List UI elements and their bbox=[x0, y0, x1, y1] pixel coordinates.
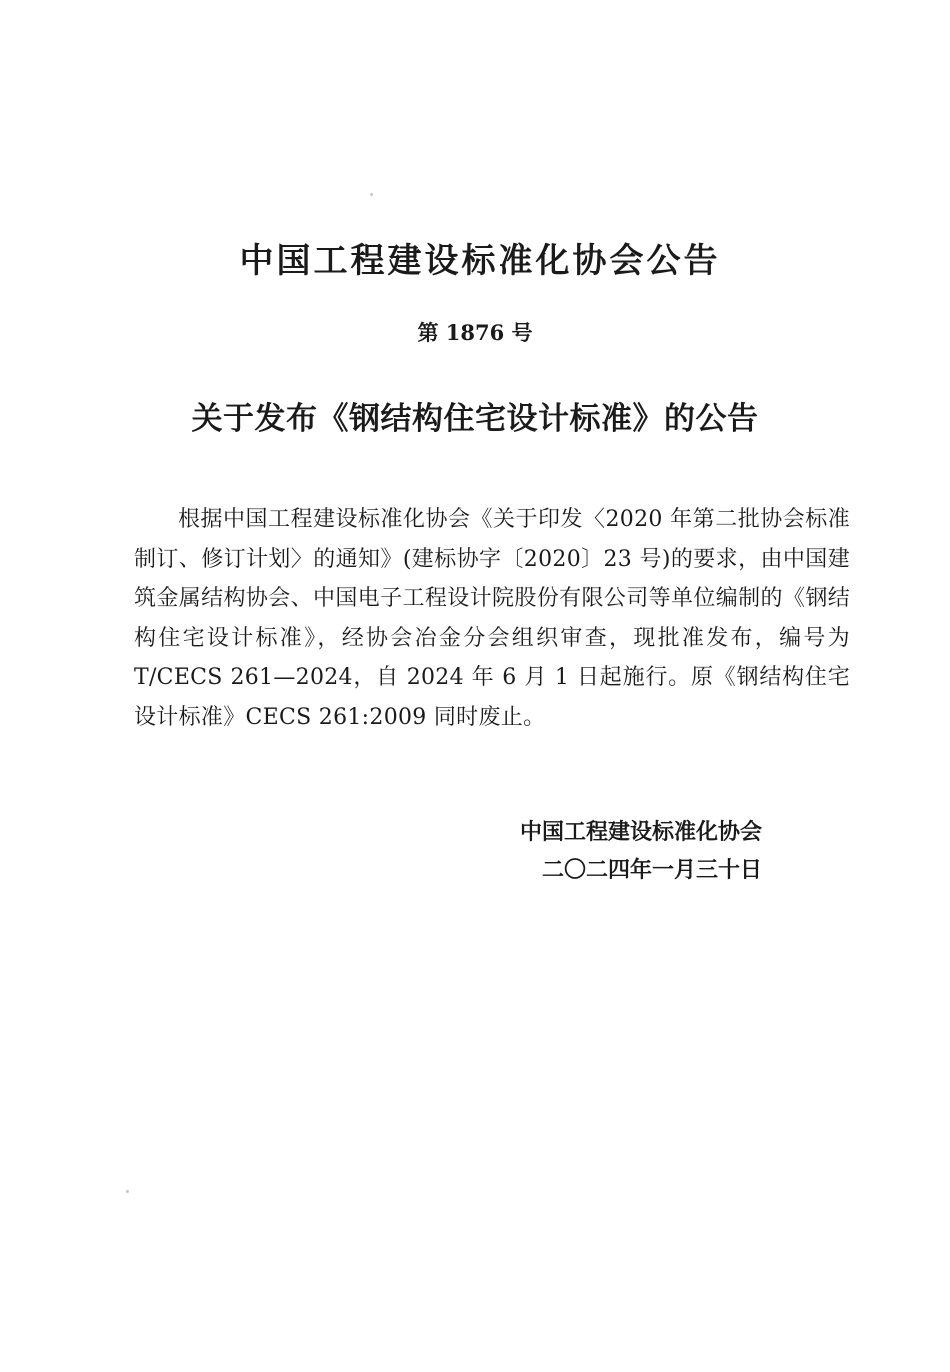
announcement-org-title: 中国工程建设标准化协会公告 bbox=[239, 241, 721, 281]
announcement-number: 第 1876 号 bbox=[417, 320, 533, 345]
announcement-subject: 关于发布《钢结构住宅设计标准》的公告 bbox=[191, 401, 759, 437]
signature-date: 二〇二四年一月三十日 bbox=[542, 858, 763, 883]
announcement-body: 根据中国工程建设标准化协会《关于印发〈2020 年第二批协会标准制订、修订计划〉的通知》(建标协字〔2020〕23 号)的要求，由中国建筑金属结构协会、中国电子工程设计院股份有限公司等单位编制的《钢结构住宅设计标准》，经协会冶金分会组织审查，现批准发布，编号为 T/CECS 261—2024，自 2024 年 6 月 1 日起施行。原《钢结构住宅设计标准》CECS 261:2009 同时废止。 bbox=[134, 507, 850, 730]
signature-org: 中国工程建设标准化协会 bbox=[520, 820, 763, 845]
scan-speck bbox=[370, 193, 373, 196]
scan-speck bbox=[126, 1190, 129, 1193]
signature-block bbox=[520, 814, 840, 890]
